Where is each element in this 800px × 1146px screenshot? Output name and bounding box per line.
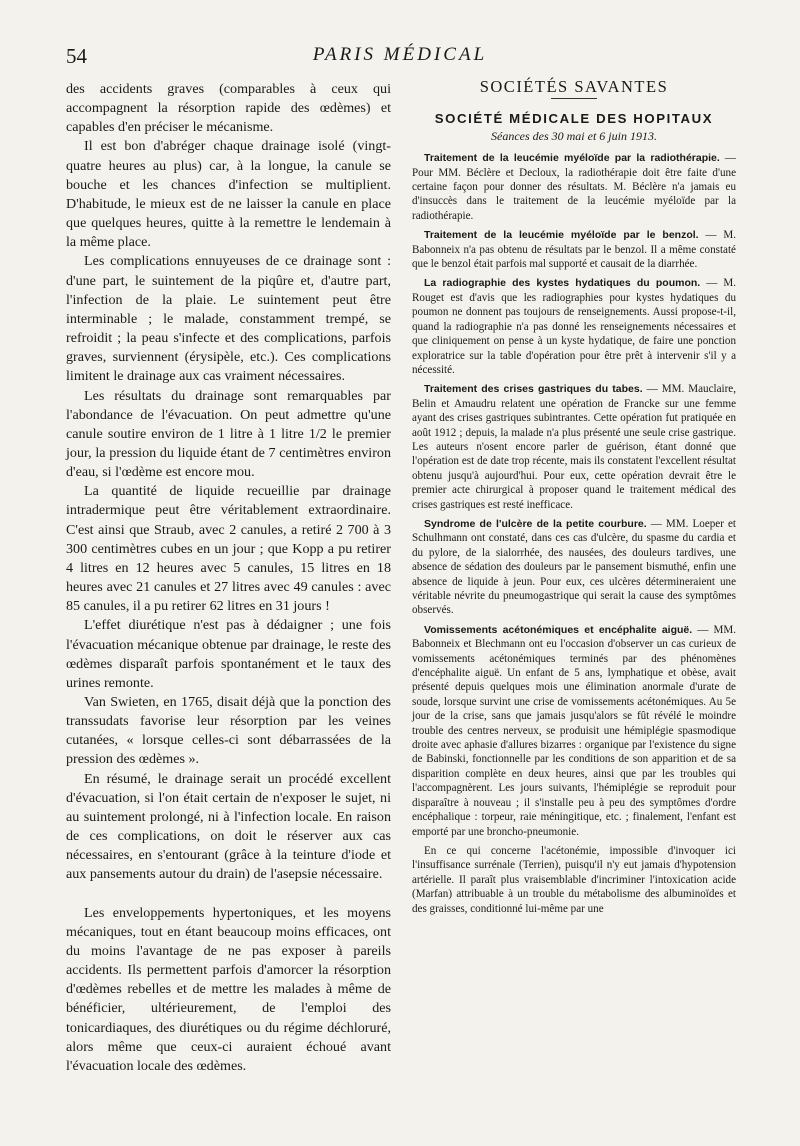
report-entry — [412, 228, 736, 271]
paragraph: La quantité de liquide recueillie par drainage intradermique peut être véritablement extraordinaire. C'est ainsi que Straub, avec 2 canules, a retiré 2 700 à 3 300 centimètres cubes en un jour ; que Kopp a pu retirer 4 litres en 12 heures avec 5 canules, 15 litres en 18 heures avec 21 canules et 27 litres avec 49 canules : avec 85 canules, il a pu retirer 62 litres en 31 jours ! — [66, 483, 391, 615]
paragraph: des accidents graves (comparables à ceux qui accompagnent la résorption rapide des œdèmes) et capables d'en préciser le mécanisme. — [66, 81, 391, 136]
entry-body: — Pour MM. Béclère et Decloux, la radiothérapie doit être faite d'une certaine façon pour donner des résultats. M. Béclère n'a jamais eu d'insuccès dans le traitement de la leucémie myéloïde par la radiothérapie. — [412, 152, 736, 222]
society-name: SOCIÉTÉ MÉDICALE DES HOPITAUX — [434, 111, 714, 127]
entry-body: — M. Babonneix n'a pas obtenu de résultats par le benzol. Il a même constaté que le benzol était parfois mal supporté et causait de la diarrhée. — [412, 229, 736, 271]
entry-title: La radiographie des kystes hydatiques du poumon. — [424, 277, 701, 290]
entry-title: Syndrome de l'ulcère de la petite courbure. — [424, 517, 647, 530]
entry-title: Traitement de la leucémie myéloïde par le benzol. — [424, 229, 699, 242]
entry-title: Traitement de la leucémie myéloïde par la radiothérapie. — [424, 152, 720, 165]
paragraph: L'effet diurétique n'est pas à dédaigner ; une fois l'évacuation mécanique obtenue par drainage, le reste des œdèmes disparaît parfois spontanément et le taux des urines remonte. — [66, 617, 391, 691]
report-entry — [412, 623, 736, 839]
title-rule — [551, 98, 597, 99]
entry-body: — M. Rouget est d'avis que les radiographies pour kystes hydatiques du poumon ne donnent pas toujours de renseignements. Aussi propose-t-il, quand la radiographie n'a pas donné les renseignements nécessaires et que cliniquement on pense à un kyste hydatique, de faire une ponction exploratrice sur la table d'opération pour être prêt à intervenir s'il y a nécessité. — [412, 277, 737, 376]
paragraph: Il est bon d'abréger chaque drainage isolé (vingt-quatre heures au plus) car, à la longue, la canule se bouche et les chances d'infection se multiplient. D'habitude, le mieux est de ne laisser la canule en place que quelques heures, quitte à la remettre le lendemain à la même place. — [66, 138, 391, 251]
running-title: PARIS MÉDICAL — [312, 44, 488, 65]
entry-body: — MM. Mauclaire, Belin et Amaudru relatent une opération de Francke sur une femme ayant des crises gastriques subintrantes. Cette opération fut pratiquée en août 1912 ; depuis, la malade n'a plus présenté une seule crise gastrique. Les auteurs n'osent encore parler de guérison, étant donné que l'opération est de date trop récente, mais ils constatent l'excellent résultat obtenu jusqu'à aujourd'hui. Pour eux, cette opération devrait être le premier acte chirurgical à proposer quand le traitement médical des crises gastriques est resté inefficace. — [412, 383, 736, 511]
paragraph: Les résultats du drainage sont remarquables par l'abondance de l'évacuation. On peut admettre qu'une canule soutire environ de 1 litre à 1 litre 1/2 le premier jour, la pression du liquide étant de 7 centimètres environ d'eau, si l'œdème est encore mou. — [66, 387, 391, 481]
report-entry — [412, 382, 736, 512]
report-entry — [412, 151, 736, 223]
entry-body: — MM. Loeper et Schulhmann ont constaté, dans ces cas d'ulcère, du spasme du cardia et du pylore, de la sialorrhée, des nausées, des douleurs tardives, une absence de sédation des douleurs par le pansement bismuthé, enfin une absence de liquide à jeun. Pour eux, ces ulcères détermineraient une véritable névrite du pneumogastrique qui serait la cause des symptômes observés. — [412, 517, 736, 617]
page-number: 54 — [66, 44, 87, 68]
right-column — [412, 77, 737, 916]
left-column — [66, 80, 391, 1076]
paragraph: En résumé, le drainage serait un procédé excellent d'évacuation, si l'on était certain de n'exposer le sujet, ni au suintement prolongé, ni à l'infection locale. En raison de ces complications, on doit le réserver aux cas nécessaires, en s'entourant (grâce à la teinture d'iode et aux pansements autour du drain) de l'asepsie nécessaire. — [66, 770, 391, 883]
report-entry — [412, 276, 736, 377]
entry-body: — MM. Babonneix et Blechmann ont eu l'occasion d'observer un cas curieux de vomissements acétonémiques terminés par des phénomènes d'encéphalite aiguë. Un enfant de 5 ans, lymphatique et obèse, avait présenté depuis quelques mois une élimination anormale d'urate de soude, lorsque survint une crise de vomissements acétonémiques. Au 5e jour de la crise, sans que jamais jusqu'alors se fût révélé le moindre trouble des centres nerveux, se produisit une hémiplégie spasmodique droite avec aphasie d'allures bizarres : organique par l'existence du signe de Babinski, fonctionnelle par les conditions de son apparition et de sa disparition complète en deux heures, ainsi que par les troubles qui l'accompagnèrent. Les jours suivants, l'hémiplégie se reproduit pour disparaître à nouveau ; il s'installe peu à peu des symptômes d'ordre encéphalique : torpeur, raie méningitique, etc. ; finalement, l'enfant est emporté par une broncho-pneumonie. — [412, 623, 736, 838]
paragraph: Les enveloppements hypertoniques, et les moyens mécaniques, tout en étant beaucoup moins efficaces, ont du moins l'avantage de ne pas exposer à pareils accidents. Ils permettent parfois d'amorcer la résorption d'œdèmes rebelles et de mettre les malades à même de bénéficier, ultérieurement, de l'emploi des tonicardiaques, des diurétiques ou du régime déchloruré, alors même que ceux-ci auraient échoué avant l'évacuation locale des œdèmes. — [66, 904, 391, 1074]
entry-title: Traitement des crises gastriques du tabes. — [424, 383, 643, 396]
paragraph: Les complications ennuyeuses de ce drainage sont : d'une part, le suintement de la piqûre et, d'autre part, l'infection de la plaie. Le suintement peut être interminable ; le malade, constamment trempé, se refroidit ; la peau s'infecte et des complications, parfois graves, surviennent (érysipèle, etc.). Ces complications limitent le drainage aux cas vraiment nécessaires. — [66, 253, 391, 385]
report-entry — [412, 517, 736, 618]
session-date: Séances des 30 mai et 6 juin 1913. — [491, 128, 657, 143]
entry-title: Vomissements acétonémiques et encéphalite aiguë. — [424, 623, 693, 636]
section-title: SOCIÉTÉS SAVANTES — [479, 77, 669, 96]
closing-paragraph: En ce qui concerne l'acétonémie, impossible d'invoquer ici l'insuffisance surrénale (Terrien), puisqu'il n'y eut jamais d'hypotension artérielle. Il paraît plus vraisemblable d'incriminer l'intoxication acide (Marfan) attribuable à un trouble du métabolisme des albuminoïdes et des graisses, conditionné lui-même par une — [412, 844, 736, 915]
paragraph: Van Swieten, en 1765, disait déjà que la ponction des transsudats favorise leur résorption par les veines cutanées, « lorsque celles-ci sont débarrassées de la pression des œdèmes ». — [66, 694, 391, 768]
